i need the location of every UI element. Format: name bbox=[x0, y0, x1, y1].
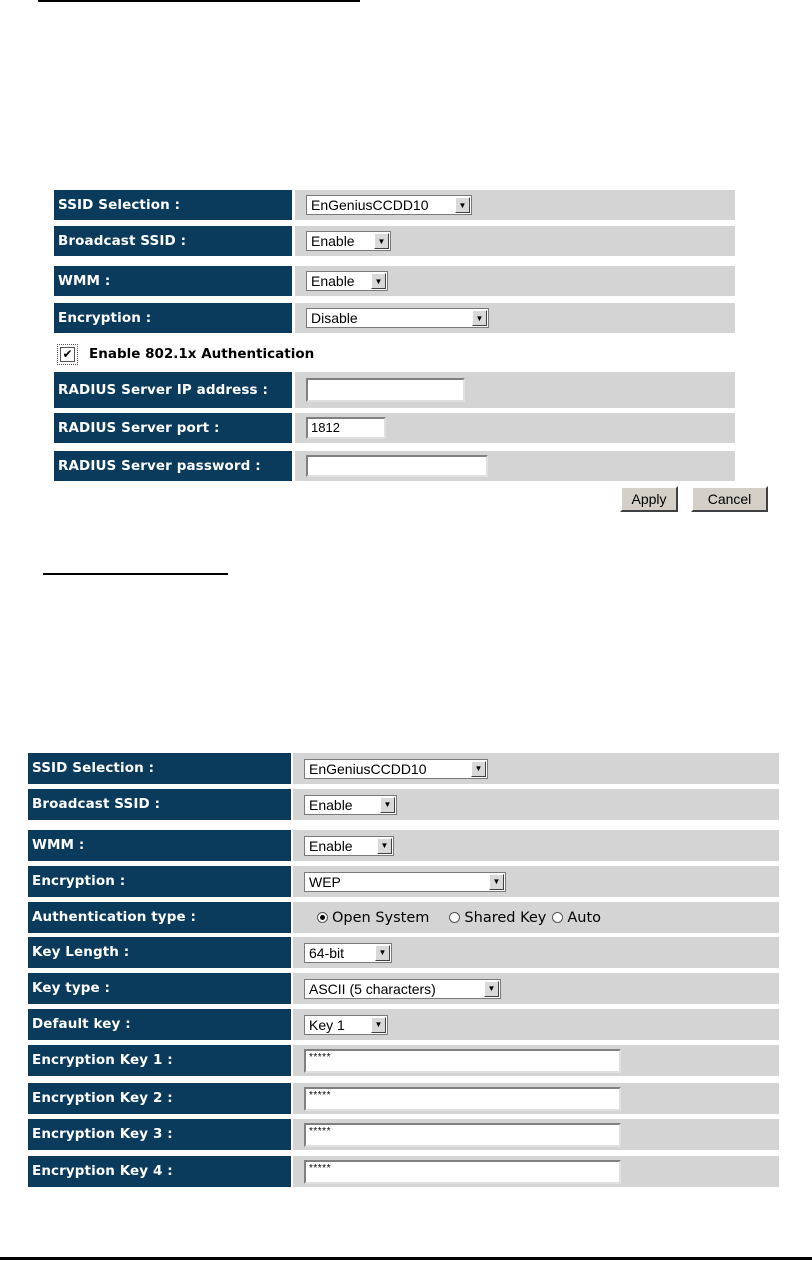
encryption-key-3-input[interactable]: ***** bbox=[304, 1123, 621, 1147]
page-footer-rule bbox=[0, 1257, 812, 1260]
value-encryption bbox=[293, 866, 779, 897]
ssid-select[interactable] bbox=[306, 195, 472, 215]
encryption-key-1-input[interactable]: ***** bbox=[304, 1049, 621, 1073]
encryption-select[interactable] bbox=[306, 308, 489, 328]
value-encryption-key-4 bbox=[293, 1156, 779, 1187]
wmm-select-value: Enable bbox=[309, 837, 353, 854]
value-default-key bbox=[293, 1009, 779, 1040]
row-wmm bbox=[28, 830, 779, 861]
label-encryption: Encryption : bbox=[54, 303, 292, 333]
radio-button-icon bbox=[449, 912, 460, 923]
chevron-down-icon: ▼ bbox=[374, 233, 389, 249]
wmm-select-value: Enable bbox=[311, 273, 355, 289]
enable-8021x-checkbox[interactable] bbox=[60, 347, 75, 362]
radio-auto-label: Auto bbox=[567, 909, 602, 926]
form-8021x bbox=[54, 190, 768, 520]
value-broadcast-ssid bbox=[293, 789, 779, 820]
label-authentication-type: Authentication type : bbox=[28, 902, 291, 933]
label-encryption-key-2: Encryption Key 2 : bbox=[28, 1083, 291, 1114]
radius-ip-input[interactable] bbox=[306, 378, 465, 402]
row-ssid-selection bbox=[54, 190, 735, 220]
value-ssid-selection bbox=[293, 753, 779, 784]
row-broadcast-ssid bbox=[28, 789, 779, 820]
label-ssid-selection: SSID Selection : bbox=[28, 753, 291, 784]
label-broadcast-ssid: Broadcast SSID : bbox=[54, 226, 292, 256]
radio-auto[interactable] bbox=[552, 910, 601, 926]
chevron-down-icon: ▼ bbox=[375, 945, 390, 961]
value-key-type bbox=[293, 973, 779, 1004]
chevron-down-icon: ▼ bbox=[371, 273, 386, 289]
default-key-select[interactable] bbox=[304, 1015, 388, 1035]
chevron-down-icon: ▼ bbox=[484, 981, 499, 997]
row-authentication-type bbox=[28, 902, 779, 933]
radio-open-system[interactable] bbox=[317, 910, 429, 926]
row-wmm bbox=[54, 266, 735, 296]
form-wep bbox=[28, 753, 778, 1188]
key-length-select-value: 64-bit bbox=[309, 944, 345, 961]
label-radius-ip: RADIUS Server IP address : bbox=[54, 372, 292, 408]
row-encryption-key-4 bbox=[28, 1156, 779, 1187]
chevron-down-icon: ▼ bbox=[455, 197, 470, 213]
chevron-down-icon: ▼ bbox=[471, 761, 486, 777]
ssid-select-value: EnGeniusCCDD10 bbox=[311, 197, 429, 213]
radio-open-system-label: Open System bbox=[332, 909, 430, 926]
broadcast-ssid-select-value: Enable bbox=[311, 233, 355, 249]
row-encryption-key-1 bbox=[28, 1045, 779, 1076]
encryption-key-4-input[interactable]: ***** bbox=[304, 1160, 621, 1184]
value-authentication-type bbox=[293, 902, 779, 933]
radio-shared-key[interactable] bbox=[449, 910, 546, 926]
value-broadcast-ssid bbox=[295, 226, 735, 256]
value-encryption-key-3 bbox=[293, 1119, 779, 1150]
cancel-button[interactable]: Cancel bbox=[691, 486, 768, 512]
enable-8021x-label: Enable 802.1x Authentication bbox=[89, 346, 315, 362]
chevron-down-icon: ▼ bbox=[377, 838, 392, 854]
label-key-length: Key Length : bbox=[28, 937, 291, 968]
chevron-down-icon: ▼ bbox=[472, 310, 487, 326]
default-key-select-value: Key 1 bbox=[309, 1016, 345, 1033]
chevron-down-icon: ▼ bbox=[489, 874, 504, 890]
section1-heading-underline bbox=[38, 0, 360, 2]
chevron-down-icon: ▼ bbox=[371, 1017, 386, 1033]
broadcast-ssid-select[interactable] bbox=[306, 231, 391, 251]
label-encryption-key-3: Encryption Key 3 : bbox=[28, 1119, 291, 1150]
encryption-select-value: WEP bbox=[309, 873, 341, 890]
encryption-select[interactable] bbox=[304, 872, 506, 892]
label-encryption-key-4: Encryption Key 4 : bbox=[28, 1156, 291, 1187]
radio-button-icon bbox=[317, 912, 328, 923]
key-type-select-value: ASCII (5 characters) bbox=[309, 980, 436, 997]
key-type-select[interactable] bbox=[304, 979, 501, 999]
row-encryption bbox=[28, 866, 779, 897]
row-radius-port bbox=[54, 413, 735, 443]
value-wmm bbox=[293, 830, 779, 861]
row-default-key bbox=[28, 1009, 779, 1040]
row-radius-password bbox=[54, 451, 735, 481]
ssid-select-value: EnGeniusCCDD10 bbox=[309, 760, 427, 777]
row-encryption-key-2 bbox=[28, 1083, 779, 1114]
row-broadcast-ssid bbox=[54, 226, 735, 256]
label-wmm: WMM : bbox=[28, 830, 291, 861]
wmm-select[interactable] bbox=[306, 271, 388, 291]
row-encryption bbox=[54, 303, 735, 333]
label-radius-password: RADIUS Server password : bbox=[54, 451, 292, 481]
value-radius-port bbox=[295, 413, 735, 443]
value-encryption bbox=[295, 303, 735, 333]
label-key-type: Key type : bbox=[28, 973, 291, 1004]
broadcast-ssid-select[interactable] bbox=[304, 795, 397, 815]
section2-heading-underline bbox=[43, 573, 228, 575]
radius-password-input[interactable] bbox=[306, 455, 488, 477]
row-encryption-key-3 bbox=[28, 1119, 779, 1150]
row-ssid-selection bbox=[28, 753, 779, 784]
radius-port-input[interactable]: 1812 bbox=[306, 417, 386, 439]
label-ssid-selection: SSID Selection : bbox=[54, 190, 292, 220]
value-encryption-key-1 bbox=[293, 1045, 779, 1076]
wmm-select[interactable] bbox=[304, 836, 394, 856]
value-radius-password bbox=[295, 451, 735, 481]
chevron-down-icon: ▼ bbox=[380, 797, 395, 813]
label-encryption: Encryption : bbox=[28, 866, 291, 897]
label-broadcast-ssid: Broadcast SSID : bbox=[28, 789, 291, 820]
row-key-type bbox=[28, 973, 779, 1004]
row-key-length bbox=[28, 937, 779, 968]
ssid-select[interactable] bbox=[304, 759, 488, 779]
row-enable-8021x bbox=[54, 340, 314, 368]
label-radius-port: RADIUS Server port : bbox=[54, 413, 292, 443]
radio-shared-key-label: Shared Key bbox=[464, 909, 547, 926]
authentication-type-radio-group bbox=[317, 910, 607, 926]
value-key-length bbox=[293, 937, 779, 968]
value-encryption-key-2 bbox=[293, 1083, 779, 1114]
label-default-key: Default key : bbox=[28, 1009, 291, 1040]
radio-button-icon bbox=[552, 912, 563, 923]
label-wmm: WMM : bbox=[54, 266, 292, 296]
value-wmm bbox=[295, 266, 735, 296]
encryption-select-value: Disable bbox=[311, 310, 358, 326]
apply-button[interactable]: Apply bbox=[620, 486, 678, 512]
checkmark-icon: ✔ bbox=[62, 347, 73, 361]
value-radius-ip bbox=[295, 372, 735, 408]
row-radius-ip bbox=[54, 372, 735, 408]
key-length-select[interactable] bbox=[304, 943, 392, 963]
broadcast-ssid-select-value: Enable bbox=[309, 796, 353, 813]
label-encryption-key-1: Encryption Key 1 : bbox=[28, 1045, 291, 1076]
value-ssid-selection bbox=[295, 190, 735, 220]
encryption-key-2-input[interactable]: ***** bbox=[304, 1087, 621, 1111]
